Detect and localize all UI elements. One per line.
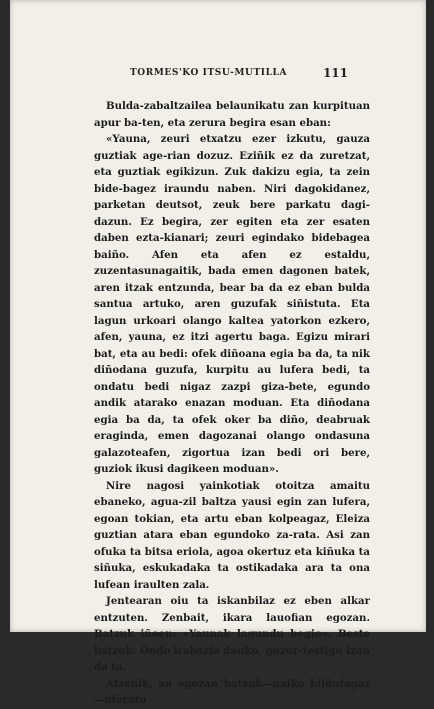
- paragraph: Jentearan oiu ta iskanbilaz ez eben alkar entzuten. Zenbait, ikara lauofian egozan. Batzuk iñoen: «Yaunak lagundu begio». Beste batzuk: Ondo irabazia dauko, guzur-testigu izan da ta.: [94, 595, 370, 673]
- page-number: 111: [322, 66, 348, 80]
- paragraph: Nire nagosi yainkotiak otoitza amaitu ebaneko, agua-zil baltza yausi egin zan lufera, egoan tokian, eta artu eban kolpeagaz, Eleiza guztian atara eban egundoko za-rata. Asi zan ofuka ta bitsa eriola, agoa okertuz eta kiñuka ta siñuka, eskukadaka ta ostikadaka ara ta ona lufean iraulten zala.: [94, 479, 370, 591]
- body-text: [94, 98, 370, 709]
- running-header: TORMES'KO ITSU-MUTILLA: [130, 68, 288, 78]
- paragraph: «Yauna, zeuri etxatzu ezer izkutu, gauza guztiak age-rian dozuz. Eziñik ez da zuretzat, eta guztiak egikizun. Zuk dakizu egia, ta zein bide-bagez iraundu naben. Niri dagokidanez, parketan deutsot, zeuk bere parkatu dagi-dazun. Ez begira, zer egiten eta zer esaten daben ezta-kianari; zeuri egindako bidebagea baiño. Afen eta afen ez estaldu, zuzentasunagaitik, bada emen dagonen batek, aren itzak entzunda, bear ba da ez eban bulda santua artuko, aren guzufak siñistuta. Eta lagun urkoari olango kaltea yatorkon ezkero, afen, yauna, ez itzi agertu baga. Egizu mirari bat, eta au bedi: ofek diñoana egia ba da, ta nik diñodana guzufa, kurpitu au lufera bedi, ta ondatu bedi nigaz zazpi giza-bete, egundo andik atarako enazan moduan. Eta diñodana egia ba da, ta ofek oker ba diño, deabruak eraginda, emen dagozanai olango ondasuna galazoteafen, zigortua izan bedi ori bere, guziok ikusi dagikeen moduan».: [94, 133, 370, 475]
- paragraph: Bulda-zabaltzailea belaunikatu zan kurpituan apur ba-ten, eta zerura begira esan eban:: [94, 100, 370, 129]
- book-page: [10, 0, 426, 706]
- paragraph: Atzenik, an egozan batzuk—naiko bildufagaz—uferatu: [94, 677, 370, 706]
